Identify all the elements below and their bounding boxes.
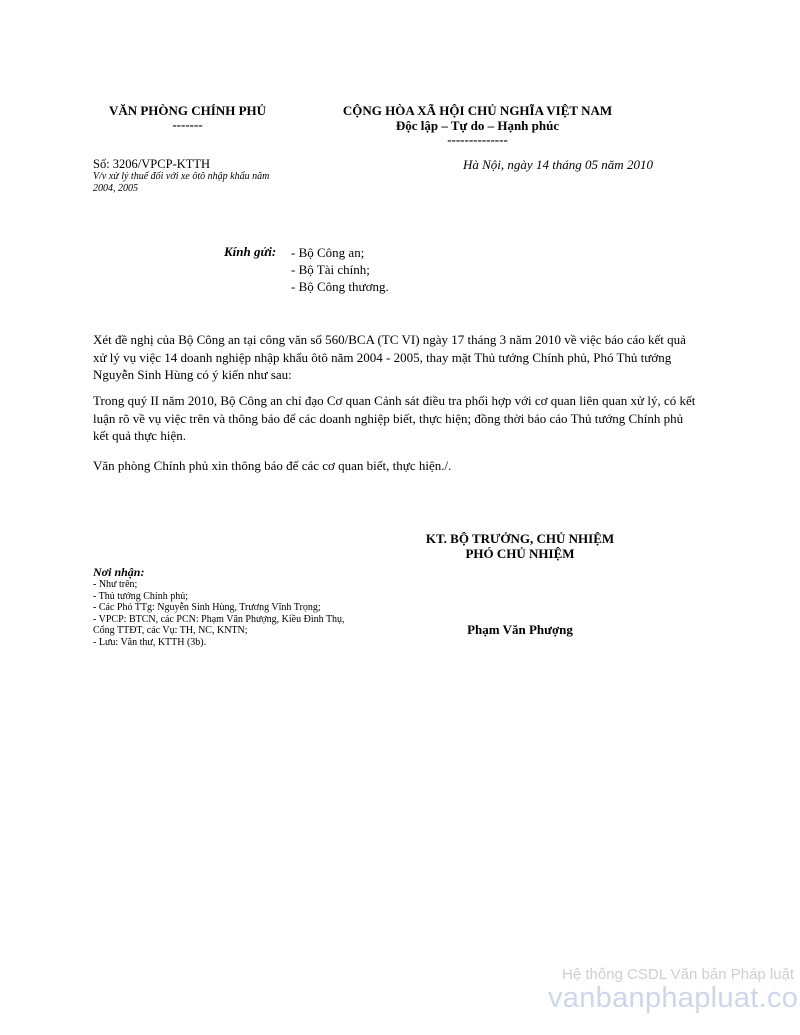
addressee-item: - Bộ Công an; xyxy=(291,245,365,260)
body-line: Nguyễn Sinh Hùng có ý kiến như sau: xyxy=(93,367,292,382)
addressee-item: - Bộ Tài chính; xyxy=(291,262,370,277)
issuer-name: VĂN PHÒNG CHÍNH PHỦ xyxy=(108,103,267,118)
watermark-site: vanbanphapluat.co xyxy=(548,982,799,1014)
addressee-label: Kính gửi: xyxy=(224,244,277,259)
document-number: Số: 3206/VPCP-KTTH xyxy=(93,157,211,171)
recipient-item: - Thủ tướng Chính phủ; xyxy=(93,590,188,602)
place-date: Hà Nội, ngày 14 tháng 05 năm 2010 xyxy=(463,157,653,172)
recipient-item: - Như trên; xyxy=(93,579,138,590)
issuer-underline: ------- xyxy=(172,117,203,132)
document-subject xyxy=(93,171,323,194)
subject-line: 2004, 2005 xyxy=(93,182,138,194)
body-paragraph-2 xyxy=(93,392,733,445)
recipient-item: - VPCP: BTCN, các PCN: Phạm Văn Phượng, Kiều Đình Thụ, xyxy=(93,613,345,625)
body-paragraph-1 xyxy=(93,331,733,384)
subject-line: V/v xử lý thuế đối với xe ôtô nhập khẩu năm xyxy=(93,171,270,182)
signature-title-2: PHÓ CHỦ NHIỆM xyxy=(465,546,575,561)
recipients-label: Nơi nhận: xyxy=(93,565,145,579)
body-line: kết quả thực hiện. xyxy=(93,428,186,443)
watermark-caption: Hệ thống CSDL Văn bản Pháp luật xyxy=(562,966,795,983)
body-paragraph-3: Văn phòng Chính phủ xin thông báo để các cơ quan biết, thực hiện./. xyxy=(93,458,452,473)
recipient-item: - Lưu: Văn thư, KTTH (3b). xyxy=(93,636,207,648)
body-line: xử lý vụ việc 14 doanh nghiệp nhập khẩu ôtô năm 2004 - 2005, thay mặt Thủ tướng Chính phủ, Phó Thủ tướng xyxy=(93,349,672,365)
recipients-list xyxy=(93,579,345,648)
signature-title-1: KT. BỘ TRƯỞNG, CHỦ NHIỆM xyxy=(425,531,615,546)
signer-name: Phạm Văn Phượng xyxy=(467,622,573,637)
body-line: Trong quý II năm 2010, Bộ Công an chỉ đạo Cơ quan Cảnh sát điều tra phối hợp với cơ quan liên quan xử lý, có kết xyxy=(93,393,696,408)
body-line: Xét đề nghị của Bộ Công an tại công văn số 560/BCA (TC VI) ngày 17 tháng 3 năm 2010 về việc báo cáo kết quả xyxy=(93,332,686,347)
recipient-item: Cổng TTĐT, các Vụ: TH, NC, KNTN; xyxy=(93,625,248,636)
addressee-item: - Bộ Công thương. xyxy=(291,279,389,294)
addressee-list xyxy=(291,244,389,295)
national-title: CỘNG HÒA XÃ HỘI CHỦ NGHĨA VIỆT NAM xyxy=(342,103,613,118)
recipient-item: - Các Phó TTg: Nguyễn Sinh Hùng, Trương Vĩnh Trọng; xyxy=(93,602,321,613)
body-line: luận rõ về vụ việc trên và thông báo để các doanh nghiệp biết, thực hiện; đồng thời báo cáo Thủ tướng Chính phủ xyxy=(93,410,684,426)
national-motto: Độc lập – Tự do – Hạnh phúc xyxy=(395,118,560,133)
motto-underline: -------------- xyxy=(447,132,508,147)
